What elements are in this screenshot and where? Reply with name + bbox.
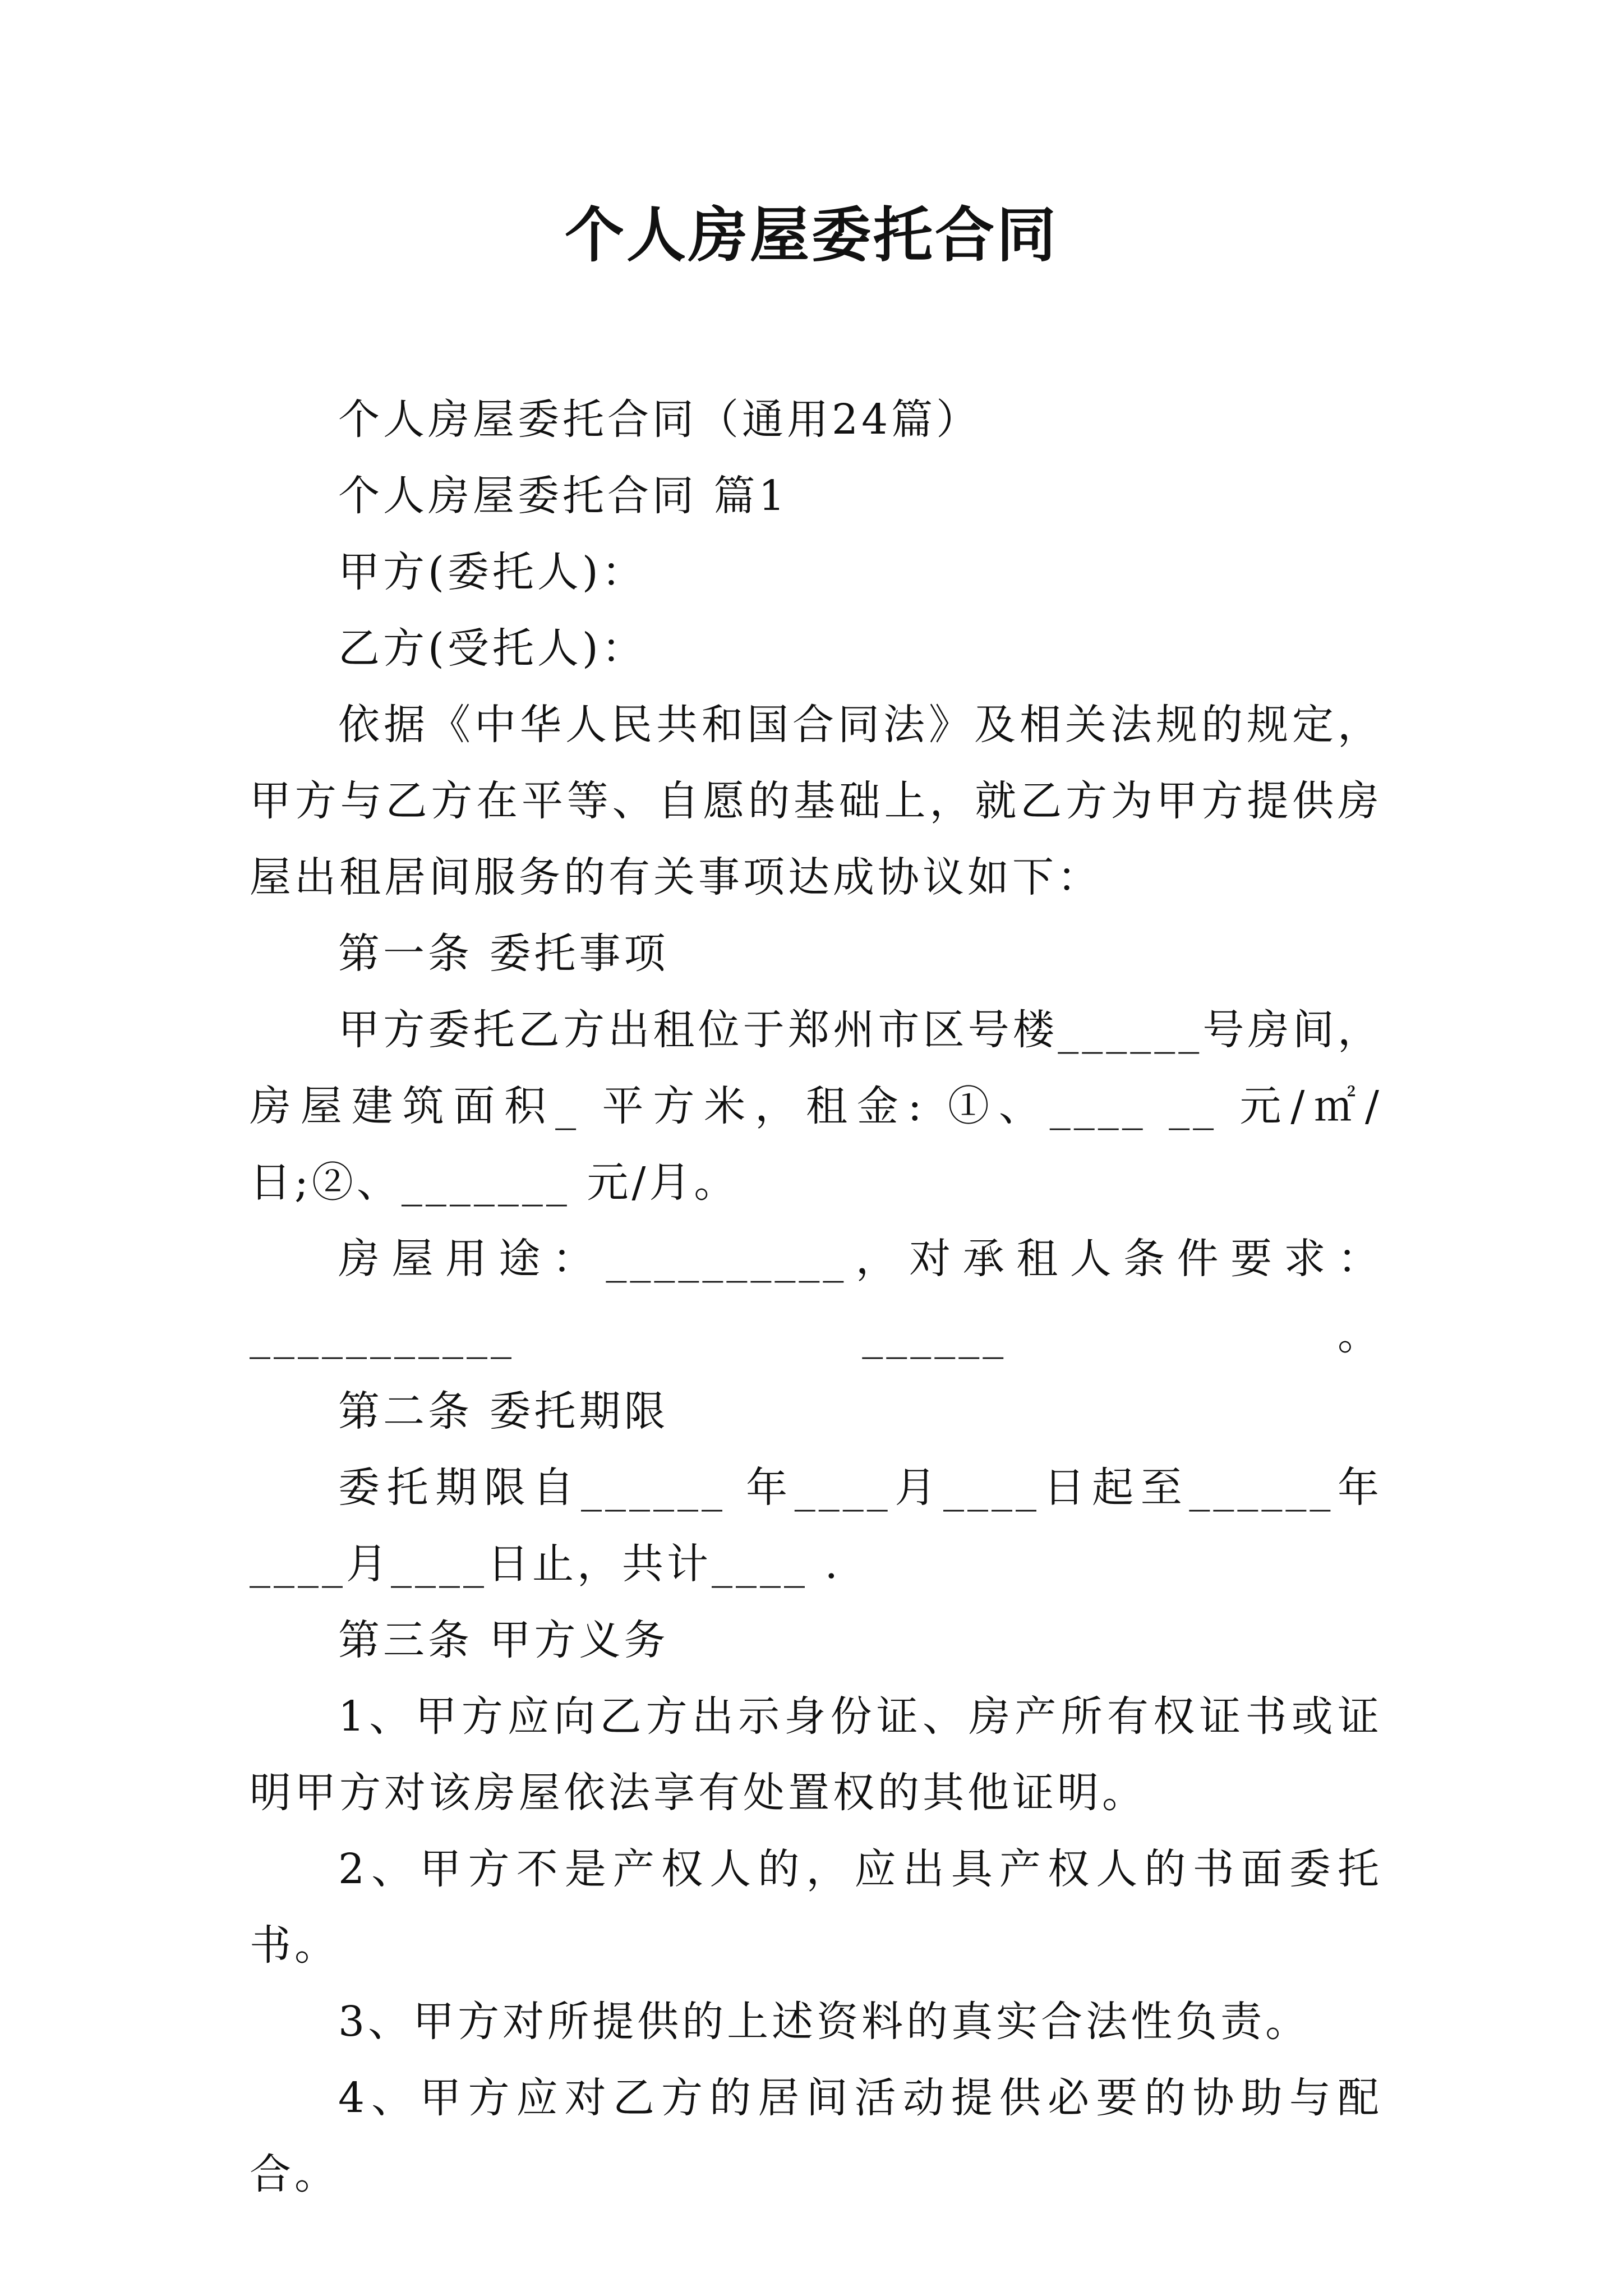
document-title: 个人房屋委托合同 (565, 201, 1058, 270)
paragraph-article-1-body: 甲方委托乙方出租位于郑州市区号楼______号房间，房屋建筑面积_ 平方米，租金: ①、____ __ 元/㎡/日;②、_______ 元/月。 (250, 1006, 1382, 1207)
paragraph-article-3-item-1: 1、甲方应向乙方出示身份证、房产所有权证书或证明甲方对该房屋依法享有处置权的其他证明。 (250, 1692, 1382, 1817)
paragraph-article-1-heading: 第一条 委托事项 (338, 930, 669, 978)
paragraph-section-heading: 个人房屋委托合同 篇1 (338, 472, 789, 520)
paragraph-article-3-item-4: 4、甲方应对乙方的居间活动提供必要的协助与配合。 (250, 2074, 1382, 2198)
document-body (250, 381, 1382, 2212)
paragraph-party-b: 乙方(受托人)： (338, 624, 647, 673)
paragraph-house-usage: 房屋用途：__________，对承租人条件要求：___________ ______。 (250, 1235, 1382, 1359)
paragraph-party-a: 甲方(委托人)： (338, 548, 647, 596)
paragraph-article-2-body: 委托期限自______ 年____月____日起至______年____月____日止，共计____ . (250, 1464, 1382, 1588)
paragraph-subtitle: 个人房屋委托合同（通用24篇） (338, 395, 981, 444)
paragraph-article-2-heading: 第二条 委托期限 (338, 1387, 669, 1435)
paragraph-article-3-item-3: 3、甲方对所提供的上述资料的真实合法性负责。 (338, 1998, 1311, 2046)
paragraph-article-3-item-2: 2、甲方不是产权人的，应出具产权人的书面委托书。 (250, 1845, 1382, 1970)
paragraph-article-3-heading: 第三条 甲方义务 (338, 1616, 669, 1664)
paragraph-preamble: 依据《中华人民共和国合同法》及相关法规的规定，甲方与乙方在平等、自愿的基础上，就乙方为甲方提供房屋出租居间服务的有关事项达成协议如下： (250, 701, 1382, 901)
